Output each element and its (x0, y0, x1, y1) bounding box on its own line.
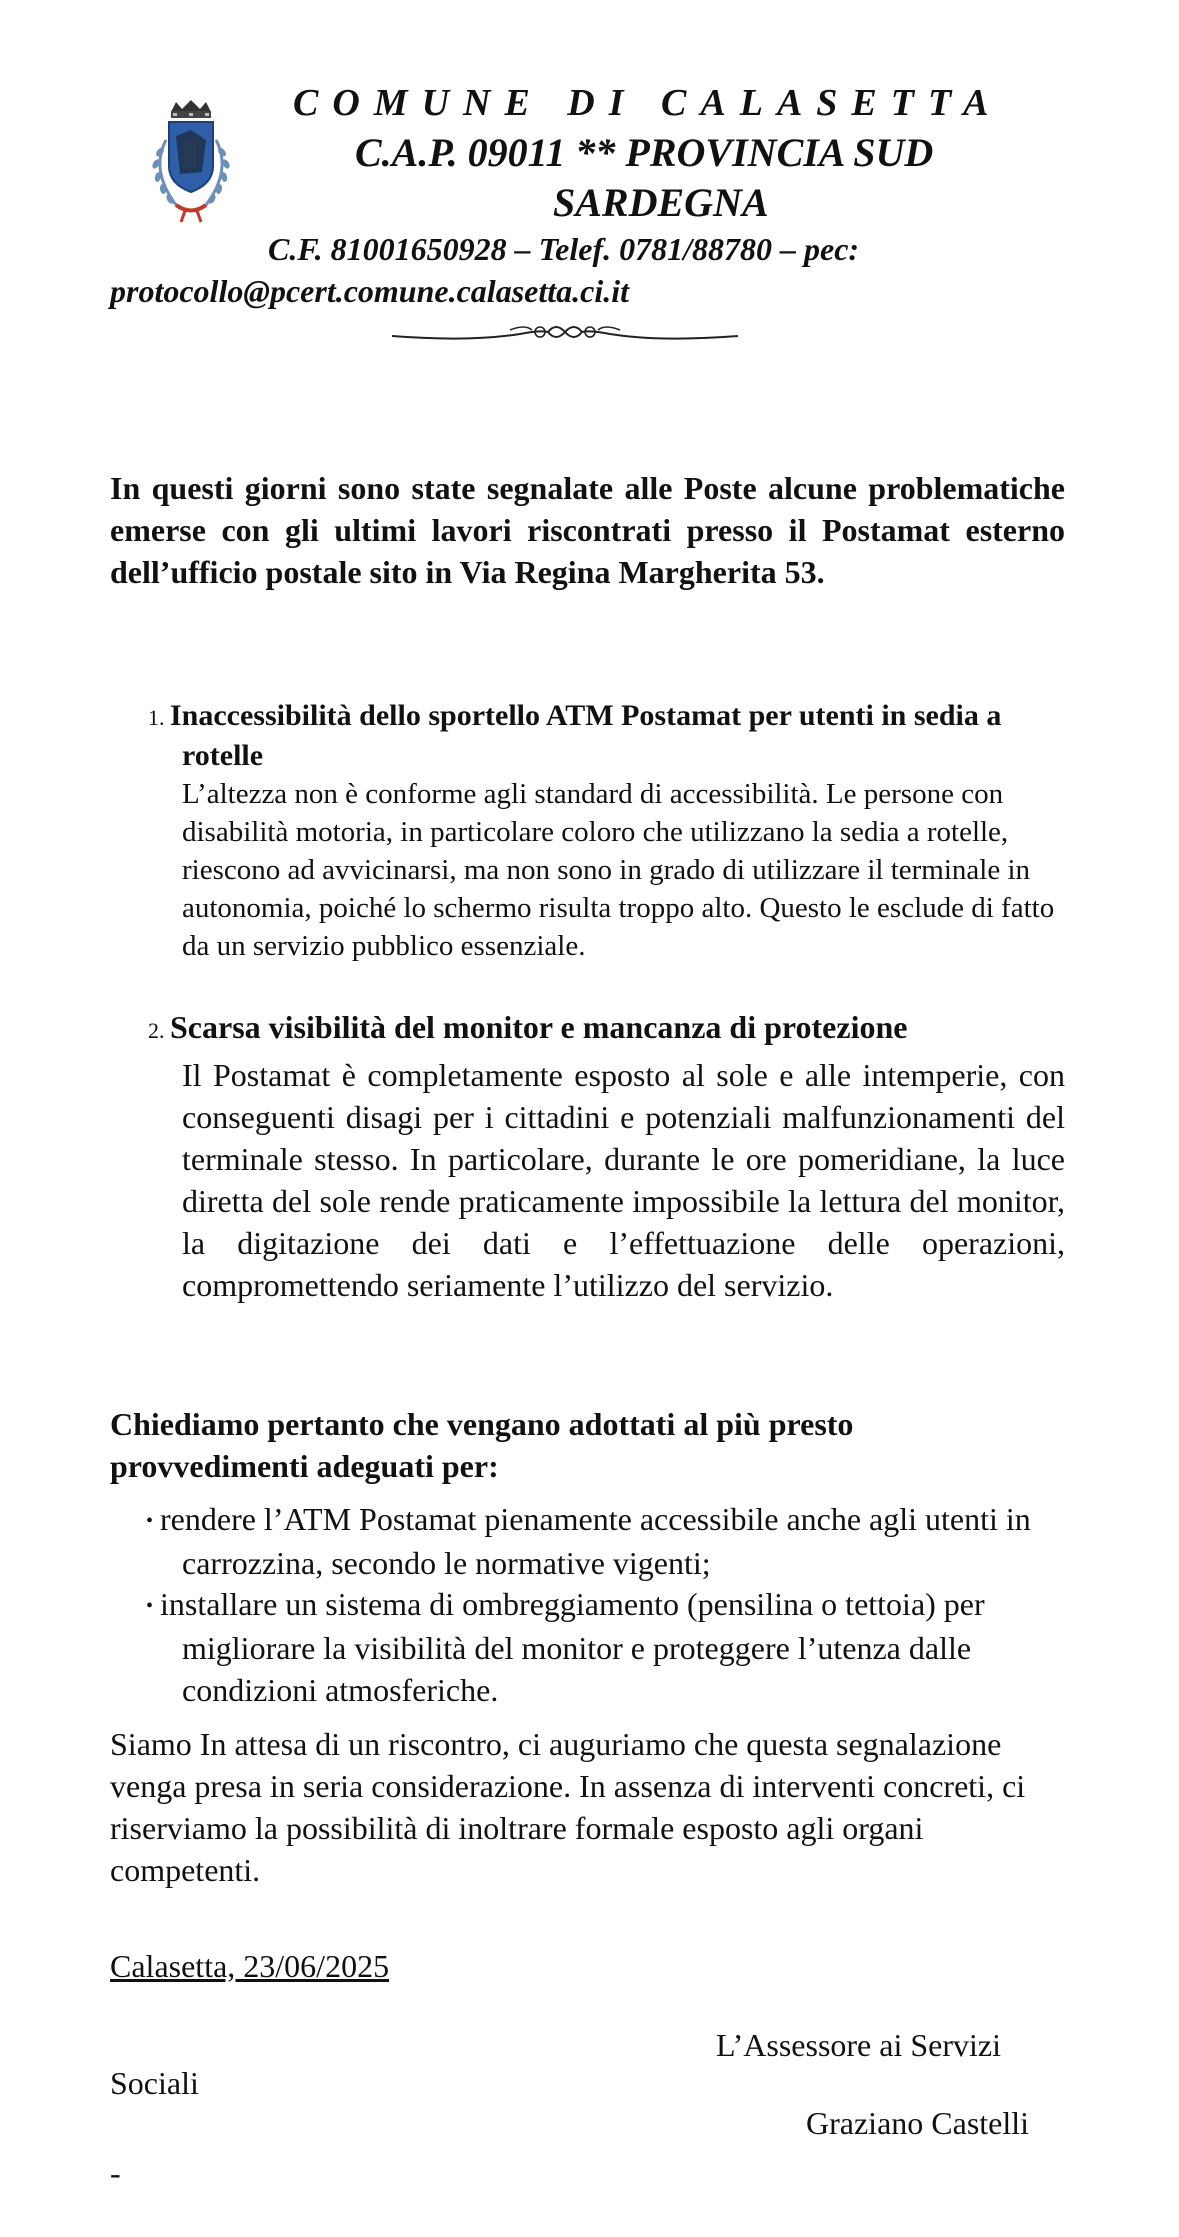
issue-title-text: Inaccessibilità dello sportello ATM Postamat per utenti in sedia a rotelle (170, 699, 1002, 772)
issue-text: Il Postamat è completamente esposto al sole e alle intemperie, con conseguenti disagi per i cittadini e potenziali malfunzionamenti del terminale stesso. In particolare, durante le ore pomeridiane, la luce diretta del sole rende praticamente impossibile la lettura del monitor, la digitazione dei dati e l’effettuazione delle operazioni, compromettendo seriamente l’utilizzo del servizio. (182, 1057, 1065, 1303)
request-heading: Chiediamo pertanto che vengano adottati al più presto provvedimenti adeguati per: (110, 1406, 854, 1484)
signature-role-continued: Sociali (110, 2065, 199, 2101)
closing-paragraph: Siamo In attesa di un riscontro, ci auguriamo che questa segnalazione venga presa in seria considerazione. In assenza di interventi concreti, ci riserviamo la possibilità di inoltrare formale esposto agli organi competenti. (110, 1726, 1026, 1888)
signature-role: L’Assessore ai Servizi (716, 2027, 1001, 2063)
issue-text: L’altezza non è conforme agli standard di accessibilità. Le persone con disabilità motoria, in particolare coloro che utilizzano la sedia a rotelle, riescono ad avvicinarsi, ma non sono in grado di utilizzare il terminale in autonomia, poiché lo schermo risulta troppo alto. Questo le esclude di fatto da un servizio pubblico essenziale. (182, 778, 1055, 962)
request-text: installare un sistema di ombreggiamento (pensilina o tettoia) per migliorare la visibilità del monitor e proteggere l’utenza dalle condizioni atmosferiche. (160, 1586, 985, 1708)
issue-number: 1. (148, 705, 165, 730)
intro-paragraph: In questi giorni sono state segnalate alle Poste alcune problematiche emerse con gli ultimi lavori riscontrati presso il Postamat esterno dell’ufficio postale sito in Via Regina Margherita 53. (110, 470, 1065, 590)
municipality-name: COMUNE DI CALASETTA (293, 82, 1003, 124)
issue-number: 2. (148, 1018, 165, 1043)
postal-code-province: C.A.P. 09011 ** PROVINCIA SUD (355, 130, 934, 175)
ornamental-divider-icon (390, 320, 740, 348)
issue-title (148, 697, 1065, 775)
contact-line: C.F. 81001650928 – Telef. 0781/88780 – pec: (268, 231, 860, 267)
request-bullet (146, 1583, 1066, 1711)
issue-title-text: Scarsa visibilità del monitor e mancanza di protezione (170, 1009, 908, 1045)
bullet-dot-icon: • (146, 1510, 154, 1532)
bullet-dot-icon: • (146, 1595, 154, 1617)
issue-title (148, 1008, 1065, 1050)
issue-item (148, 1008, 1065, 1306)
trailing-mark: - (110, 2155, 121, 2191)
signature-name: Graziano Castelli (806, 2105, 1030, 2141)
coat-of-arms-icon (136, 100, 246, 225)
request-bullet (146, 1498, 1066, 1584)
request-text: rendere l’ATM Postamat pienamente accessibile anche agli utenti in carrozzina, secondo le normative vigenti; (160, 1501, 1031, 1581)
pec-address: protocollo@pcert.comune.calasetta.ci.it (110, 273, 629, 309)
place-date: Calasetta, 23/06/2025 (110, 1948, 390, 1984)
issue-item (148, 697, 1065, 965)
region-name: SARDEGNA (553, 180, 769, 225)
